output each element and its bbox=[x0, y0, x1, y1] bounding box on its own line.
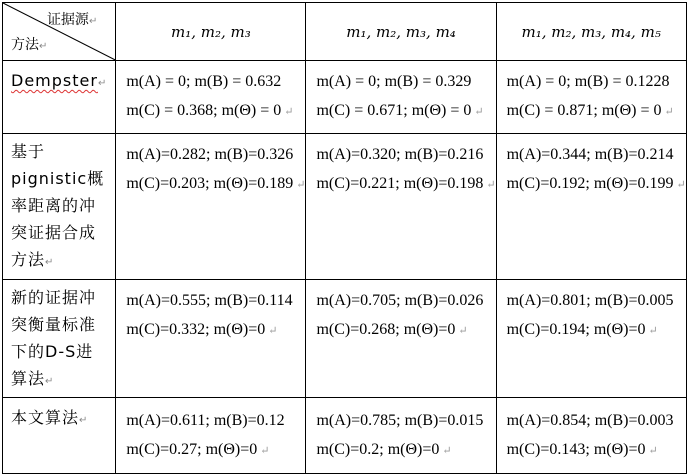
result-cell: m(A) = 0; m(B) = 0.329 m(C) = 0.671; m(Θ) = 0 ↵ bbox=[306, 61, 496, 134]
result-cell: m(A)=0.801; m(B)=0.005 m(C)=0.194; m(Θ)=0 ↵ bbox=[496, 280, 686, 398]
column-header: m₁, m₂, m₃ bbox=[116, 3, 306, 61]
result-cell: m(A)=0.344; m(B)=0.214 m(C)=0.192; m(Θ)=0.199 ↵ bbox=[496, 134, 686, 280]
result-cell: m(A)=0.785; m(B)=0.015 m(C)=0.2; m(Θ)=0 ↵ bbox=[306, 398, 496, 474]
method-name: 新的证据冲突衡量标准下的D-S进算法↵ bbox=[3, 280, 116, 398]
table-row bbox=[3, 61, 687, 134]
result-cell: m(A) = 0; m(B) = 0.1228 m(C) = 0.871; m(Θ) = 0 ↵ bbox=[496, 61, 686, 134]
corner-label-evidence-source: 证据源↵ bbox=[46, 12, 98, 28]
corner-header-cell bbox=[3, 3, 116, 61]
column-header: m₁, m₂, m₃, m₄ bbox=[306, 3, 496, 61]
column-header: m₁, m₂, m₃, m₄, m₅ bbox=[496, 3, 686, 61]
header-row bbox=[3, 3, 687, 61]
result-cell: m(A)=0.282; m(B)=0.326 m(C)=0.203; m(Θ)=0.189 ↵ bbox=[116, 134, 306, 280]
corner-label-method: 方法↵ bbox=[11, 37, 48, 53]
result-cell: m(A)=0.705; m(B)=0.026 m(C)=0.268; m(Θ)=0 ↵ bbox=[306, 280, 496, 398]
result-cell: m(A)=0.611; m(B)=0.12 m(C)=0.27; m(Θ)=0 ↵ bbox=[116, 398, 306, 474]
result-cell: m(A) = 0; m(B) = 0.632 m(C) = 0.368; m(Θ) = 0 ↵ bbox=[116, 61, 306, 134]
result-cell: m(A)=0.555; m(B)=0.114 m(C)=0.332; m(Θ)=0 ↵ bbox=[116, 280, 306, 398]
method-name: Dempster↵ bbox=[3, 61, 116, 134]
table-row bbox=[3, 398, 687, 474]
result-cell: m(A)=0.854; m(B)=0.003 m(C)=0.143; m(Θ)=0 ↵ bbox=[496, 398, 686, 474]
method-name: 基于pignistic概率距离的冲突证据合成方法↵ bbox=[3, 134, 116, 280]
table-row bbox=[3, 134, 687, 280]
result-cell: m(A)=0.320; m(B)=0.216 m(C)=0.221; m(Θ)=0.198 ↵ bbox=[306, 134, 496, 280]
table-row bbox=[3, 280, 687, 398]
comparison-table bbox=[2, 2, 687, 474]
method-name: 本文算法↵ bbox=[3, 398, 116, 474]
